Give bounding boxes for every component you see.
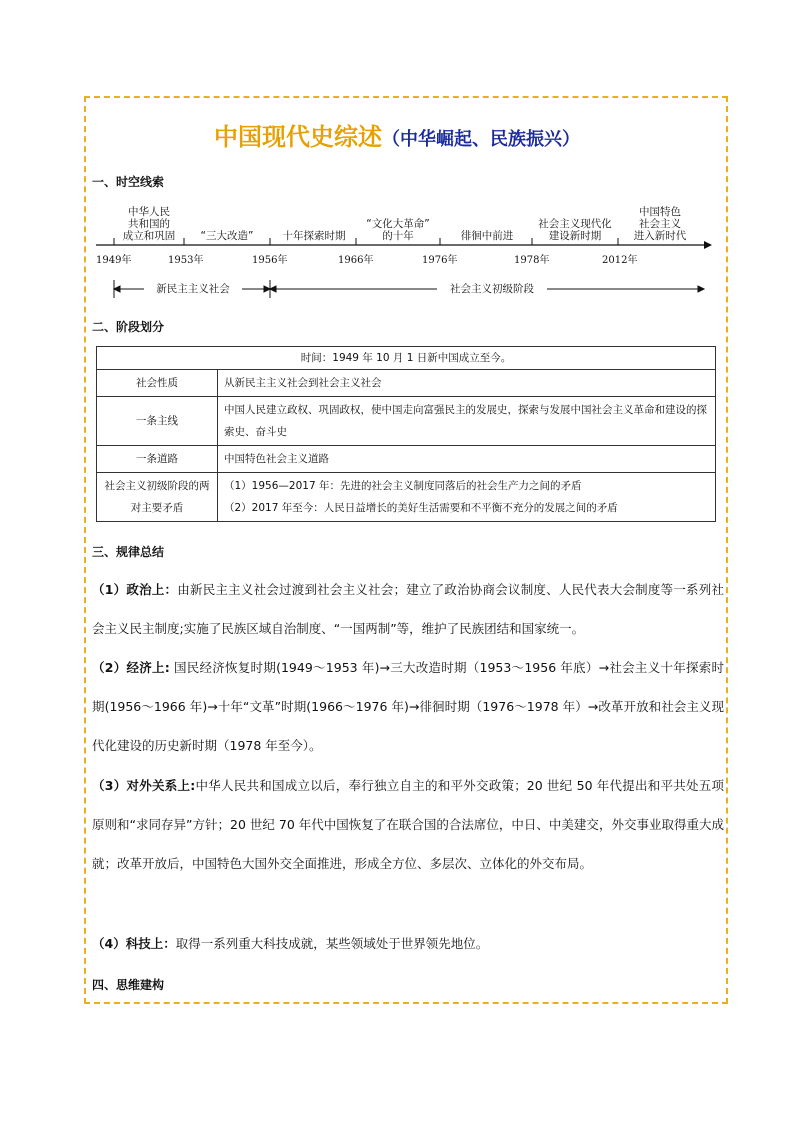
timeline-year: 1956年 <box>252 255 288 266</box>
table-row <box>97 397 716 446</box>
summary-label: （2）经济上: <box>92 660 170 675</box>
summary-text: 国民经济恢复时期(1949～1953 年)→三大改造时期（1953～1956 年底）→社会主义十年探索时期(1956～1966 年)→十年“文革”时期(1966～1976 年)→徘徊时期（1976～1978 年）→改革开放和社会主义现代化建设的历史新时期（1978 年至今）。 <box>92 660 724 753</box>
row-value: 中国特色社会主义道路 <box>218 446 716 473</box>
timeline-year: 1953年 <box>168 255 204 266</box>
contradiction-1: （1）1956—2017 年：先进的社会主义制度同落后的社会生产力之间的矛盾 <box>224 480 582 492</box>
summary-label: （3）对外关系上: <box>92 778 196 793</box>
timeline-period-4: “文化大革命” 的十年 <box>366 218 430 242</box>
timeline-period-7: 中国特色 社会主义 进入新时代 <box>633 206 687 242</box>
table-row <box>97 446 716 473</box>
table-row <box>97 473 716 522</box>
timeline-period-2: “三大改造” <box>200 230 254 242</box>
summary-text: 由新民主主义社会过渡到社会主义社会；建立了政治协商会议制度、人民代表大会制度等一系列社会主义民主制度;实施了民族区域自治制度、“一国两制”等，维护了民族团结和国家统一。 <box>92 582 724 636</box>
page-title <box>0 117 794 152</box>
summary-label: （4）科技上： <box>92 936 176 951</box>
row-key: 一条道路 <box>97 446 218 473</box>
row-key: 一条主线 <box>97 397 218 446</box>
row-value: 从新民主主义社会到社会主义社会 <box>218 370 716 397</box>
summary-foreign-relations <box>92 766 724 883</box>
summary-text: 取得一系列重大科技成就，某些领域处于世界领先地位。 <box>175 936 489 951</box>
title-main: 中国现代史综述 <box>214 123 382 151</box>
stage-table <box>96 346 716 522</box>
timeline-period-1: 中华人民 共和国的 成立和巩固 <box>122 206 176 242</box>
section-heading-timeline: 一、时空线索 <box>92 175 165 189</box>
timeline-year: 1976年 <box>422 255 458 266</box>
table-header-cell: 时间：1949 年 10 月 1 日新中国成立至今。 <box>97 347 716 370</box>
table-row <box>97 370 716 397</box>
row-key: 社会性质 <box>97 370 218 397</box>
section-heading-stages: 二、阶段划分 <box>92 320 165 334</box>
timeline-year: 1966年 <box>338 255 374 266</box>
timeline-period-3: 十年探索时期 <box>282 230 346 242</box>
timeline-year: 1978年 <box>514 255 550 266</box>
summary-text: 中华人民共和国成立以后，奉行独立自主的和平外交政策；20 世纪 50 年代提出和平共处五项原则和“求同存异”方针；20 世纪 70 年代中国恢复了在联合国的合法席位，中日、中美建交，外交事业取得重大成就；改革开放后，中国特色大国外交全面推进，形成全方位、多层次、立体化的外交布局。 <box>92 778 725 871</box>
summary-label: （1）政治上： <box>92 582 178 597</box>
timeline-year: 1949年 <box>96 255 132 266</box>
timeline-period-5: 徘徊中前进 <box>460 230 514 242</box>
title-subtitle: （中华崛起、民族振兴） <box>382 129 580 150</box>
summary-economy <box>92 648 724 765</box>
row-value <box>218 473 716 522</box>
table-row <box>97 347 716 370</box>
timeline-period-6: 社会主义现代化 建设新时期 <box>538 218 612 242</box>
summary-technology <box>92 924 724 963</box>
section-heading-mindmap: 四、思维建构 <box>92 978 165 992</box>
row-value: 中国人民建立政权、巩固政权，使中国走向富强民主的发展史，探索与发展中国社会主义革命和建设的探索史、奋斗史 <box>218 397 716 446</box>
timeline-diagram <box>92 198 722 308</box>
summary-politics <box>92 570 724 648</box>
contradiction-2: （2）2017 年至今：人民日益增长的美好生活需要和不平衡不充分的发展之间的矛盾 <box>224 502 618 514</box>
row-key: 社会主义初级阶段的两对主要矛盾 <box>97 473 218 522</box>
span-label-primary-stage: 社会主义初级阶段 <box>450 283 534 295</box>
section-heading-summary: 三、规律总结 <box>92 545 165 559</box>
timeline-year: 2012年 <box>602 255 638 266</box>
span-label-new-democracy: 新民主主义社会 <box>156 283 230 295</box>
